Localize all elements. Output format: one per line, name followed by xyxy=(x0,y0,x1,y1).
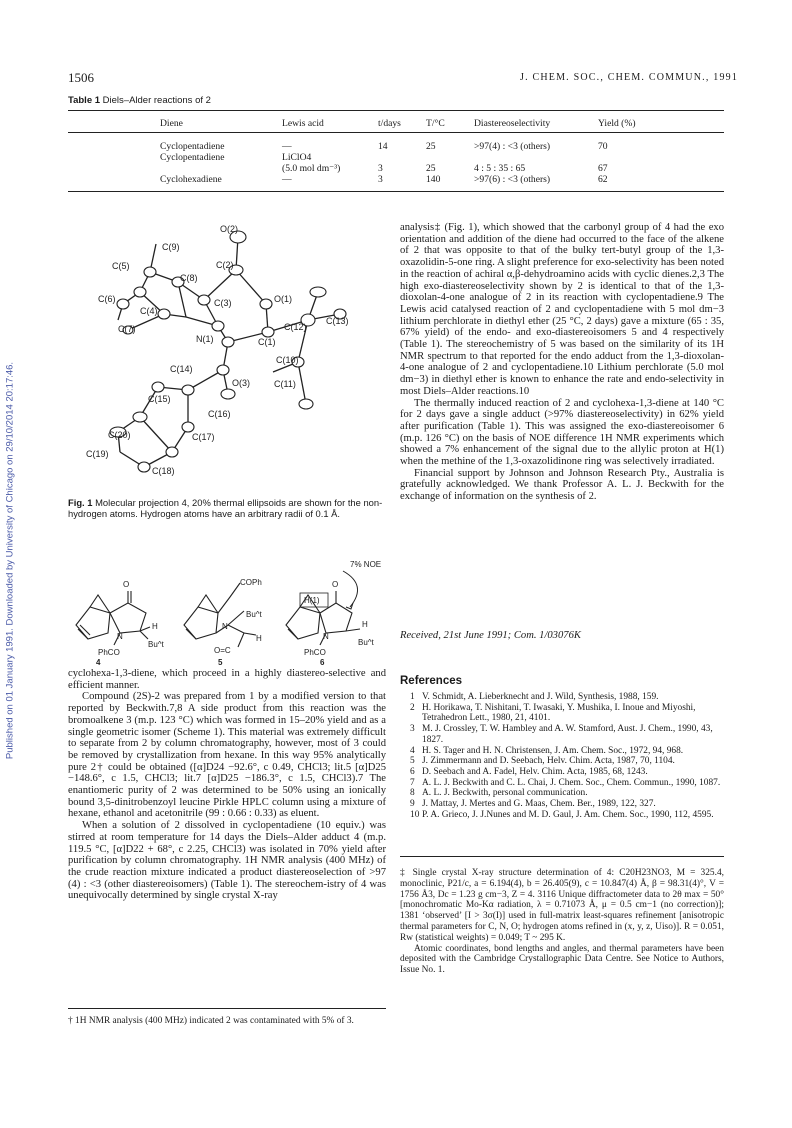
atom-label: C(20) xyxy=(108,430,131,440)
crystal-structure-figure xyxy=(68,222,386,494)
reference-number: 4 xyxy=(410,745,415,756)
atom-label: N(1) xyxy=(196,334,214,344)
page-number: 1506 xyxy=(68,70,94,85)
reference-number: 1 xyxy=(410,692,415,702)
scheme-atom: Bu^t xyxy=(148,640,164,649)
compound-number: 5 xyxy=(218,658,223,665)
col-header: Diastereoselectivity xyxy=(474,118,551,129)
reference-item xyxy=(400,703,724,724)
atom-label: C(16) xyxy=(208,409,231,419)
download-notice: Published on 01 January 1991. Downloaded by University of Chicago on 29/10/2014 20:17:46. xyxy=(4,361,16,760)
table-cell: LiClO4 xyxy=(282,152,312,163)
reference-text: J. Mattay, J. Mertes and G. Maas, Chem. Ber., 1989, 122, 327. xyxy=(422,799,656,810)
scheme-atom: O xyxy=(123,580,130,589)
download-sidebar xyxy=(0,0,22,1128)
reference-item xyxy=(400,756,724,767)
references-heading: References xyxy=(400,675,463,687)
noe-label: 7% NOE xyxy=(350,560,382,569)
right-column-body xyxy=(400,222,724,503)
table-title-prefix: Table 1 xyxy=(68,95,101,106)
table-cell: (5.0 mol dm⁻³) xyxy=(282,163,341,174)
table-cell: 62 xyxy=(598,174,608,185)
table-row xyxy=(160,174,658,185)
atom-label: C(17) xyxy=(192,432,215,442)
table-bottom-rule xyxy=(68,191,724,192)
reference-text: H. S. Tager and H. N. Christensen, J. Am. Chem. Soc., 1972, 94, 968. xyxy=(422,745,684,756)
atom-label: C(1) xyxy=(258,337,276,347)
table-cell: 14 xyxy=(378,141,388,152)
reference-number: 8 xyxy=(410,788,415,799)
table-row xyxy=(160,141,658,152)
table-cell xyxy=(426,152,474,163)
reference-number: 7 xyxy=(410,777,415,788)
col-header: Lewis acid xyxy=(282,118,324,129)
footnote-rule-left xyxy=(68,1008,386,1009)
scheme-atom: COPh xyxy=(240,578,262,587)
table-top-rule xyxy=(68,110,724,111)
scheme-atom: N xyxy=(323,632,329,641)
table-title-text: Diels–Alder reactions of 2 xyxy=(102,95,211,106)
reference-number: 2 xyxy=(410,702,415,713)
paragraph: The thermally induced reaction of 2 and cyclohexa-1,3-diene at 140 °C for 2 days gave a single adduct (>97% diastereoselectivity) in 62% yield after purification (Table 1). This was assigned the exo-diastereoisomer 6 (m.p. 126 °C) on the basis of NOE difference 1H NMR experiments which showed a 7% enhancement of the signal due to the allylic proton at H(1) when the methine of the 1,3-oxazolidinone ring was selectively irradiated. xyxy=(400,397,724,468)
paragraph: analysis‡ (Fig. 1), which showed that the carbonyl group of 4 had the exo orientation and addition of the diene had occurred to the face of the alkene of 2 that was opposite to that of the bulky tert-butyl group of the 1,3-oxazolidin-5-one ring. A slight preference for exo-selectivity has been noted in the reaction of achiral α,β-dehydroamino acids with cyclic dienes.2,3 The high exo-diastereoselectivity shown by 2 is identical to that of the 1,3-dioxolan-4-one analogue of 2 in its reaction with cyclopentadiene.9 The Lewis acid catalysed reaction of 2 and cyclopentadiene with 5 mol dm−3 lithium perchlorate in diethyl ether (25 °C, 2 days) gave a mixture (65 : 35, 67% yield) of the endo- and exo-diastereoisomers 5 and 4 respectively (Table 1). The stereochemistry of 5 was based on the similarity of its 1H NMR spectrum to that reported for the endo adduct from the 1,3-dioxolan-4-one analogue of 2 and cyclopentadiene.10 Lithium perchlorate (5.0 mol dm−3) in diethyl ether is known to enhance the rate and endo-selectivity in most Diels–Alder reactions.10 xyxy=(400,222,724,397)
table-cell: 67 xyxy=(598,163,608,174)
table-cell xyxy=(378,152,426,163)
scheme-atom: O=C xyxy=(214,646,231,655)
table-cell xyxy=(474,152,598,163)
table-cell: 140 xyxy=(426,174,441,185)
atom-label: C(13) xyxy=(326,316,349,326)
atom-label: O(1) xyxy=(274,294,292,304)
reference-number: 3 xyxy=(410,724,415,735)
scheme-atom: PhCO xyxy=(98,648,120,657)
diels-alder-table xyxy=(160,118,658,185)
scheme-atom: H xyxy=(256,634,262,643)
compound-number: 6 xyxy=(320,658,325,665)
atom-label: C(18) xyxy=(152,466,175,476)
left-column-body xyxy=(68,668,386,902)
scheme-atom: N xyxy=(222,622,228,631)
reference-item xyxy=(400,746,724,757)
table-cell: Cyclohexadiene xyxy=(160,174,222,185)
paragraph: Compound (2S)-2 was prepared from 1 by a modified version to that reported by Beckwith.7,8 A side product from this reaction was the bromoalkene 3 (m.p. 123 °C) which was formed in 15–20% yield and as a single geometric isomer (Scheme 1). This material was extremely difficult to separate from 2 by column chromatography, however, most of 3 could be removed by crystallization from hexane. In this way 95% analytically pure 2† could be obtained ([α]D24 −92.6°, c 0.49, CHCl3; lit.5 [α]D25 −148.6°, c 1.5, CHCl3; lit.7 [α]D25 −186.3°, c 1.5, CHCl3).7 The enantiomeric purity of 2 was determined to be 50% using an ionically bound 3,5-dinitrobenzoyl leucine Pirkle HPLC column using a mixture of hexane, ethanol and acetonitrile (99 : 0.66 : 0.33) as eluent. xyxy=(68,691,386,820)
table-cell xyxy=(160,163,282,174)
table-cell: 25 xyxy=(426,163,436,174)
reference-number: 5 xyxy=(410,756,415,767)
atom-label: C(3) xyxy=(214,298,232,308)
atom-label: C(19) xyxy=(86,449,109,459)
table-cell: 4 : 5 : 35 : 65 xyxy=(474,163,526,174)
reference-item xyxy=(400,767,724,778)
reference-text: V. Schmidt, A. Lieberknecht and J. Wild, Synthesis, 1988, 159. xyxy=(422,692,659,702)
atom-label: C(5) xyxy=(112,261,130,271)
caption-prefix: Fig. 1 xyxy=(68,497,93,508)
col-header: T/°C xyxy=(426,118,445,129)
table-row xyxy=(160,163,658,174)
atom-label: C(4) xyxy=(140,306,158,316)
reference-text: H. Horikawa, T. Nishitani, T. Iwasaki, Y. Mushika, I. Inoue and Miyoshi, Tetrahedron Lett., 1980, 21, 4101. xyxy=(422,702,696,724)
caption-text: Molecular projection 4, 20% thermal ellipsoids are shown for the non-hydrogen atoms. Hydrogen atoms have an arbitrary radii of 0.1 Å. xyxy=(68,497,383,519)
scheme-atom: O xyxy=(332,580,339,589)
table-cell: 3 xyxy=(378,174,383,185)
atom-label: C(7) xyxy=(118,324,136,334)
atom-label: C(12) xyxy=(284,322,307,332)
col-header: t/days xyxy=(378,118,401,129)
reference-item xyxy=(400,788,724,799)
table-cell: >97(6) : <3 (others) xyxy=(474,174,551,185)
atom-label: C(14) xyxy=(170,364,193,374)
atom-label: O(3) xyxy=(232,378,250,388)
nmr-footnote: † 1H NMR analysis (400 MHz) indicated 2 was contaminated with 5% of 3. xyxy=(68,1016,354,1026)
reference-item xyxy=(400,799,724,810)
atom-label: C(6) xyxy=(98,294,116,304)
reference-item xyxy=(400,724,724,745)
reference-text: A. L. J. Beckwith and C. L. Chai, J. Chem. Soc., Chem. Commun., 1990, 1087. xyxy=(422,777,721,788)
scheme-atom: H xyxy=(362,620,368,629)
atom-label: O(2) xyxy=(220,224,238,234)
table-cell: 25 xyxy=(426,141,436,152)
compound-number: 4 xyxy=(96,658,101,665)
reference-item xyxy=(400,692,724,703)
col-header: Diene xyxy=(160,118,183,129)
atom-label: C(8) xyxy=(180,273,198,283)
table-title xyxy=(68,95,211,106)
reference-item xyxy=(400,810,724,821)
scheme-atom: PhCO xyxy=(304,648,326,657)
crystal-footnote xyxy=(400,868,724,976)
reference-text: D. Seebach and A. Fadel, Helv. Chim. Acta, 1985, 68, 1243. xyxy=(422,766,648,777)
received-date: Received, 21st June 1991; Com. 1/03076K xyxy=(400,630,581,641)
atom-label: C(2) xyxy=(216,260,234,270)
reference-item xyxy=(400,778,724,789)
footnote-text: Atomic coordinates, bond lengths and angles, and thermal parameters have been deposited with the Cambridge Crystallographic Data Centre. See Notice to Authors, Issue No. 1. xyxy=(400,943,724,976)
table-cell: — xyxy=(282,141,292,152)
reference-number: 6 xyxy=(410,766,415,777)
scheme-atom: Bu^t xyxy=(246,610,262,619)
scheme-atom: N xyxy=(117,632,123,641)
atom-label: C(10) xyxy=(276,355,299,365)
table-cell: >97(4) : <3 (others) xyxy=(474,141,551,152)
table-cell: — xyxy=(282,174,292,185)
scheme-atom: Bu^t xyxy=(358,638,374,647)
scheme-atom: H(1) xyxy=(304,596,320,605)
reference-number: 10 xyxy=(410,809,420,820)
reference-number: 9 xyxy=(410,799,415,810)
scheme-structures xyxy=(68,555,386,665)
table-cell: Cyclopentadiene xyxy=(160,152,225,163)
table-header-row xyxy=(160,118,658,129)
paragraph: When a solution of 2 dissolved in cyclopentadiene (10 equiv.) was stirred at room temperature for 14 days the Diels–Alder adduct 4 (m.p. 119.5 °C, [α]D22 + 68°, c 2.25, CHCl3) was isolated in 70% yield after purification by column chromatography. 1H NMR analysis (400 MHz) of the crude reaction mixture indicated a product diastereoselection of >97 (4) : <3 (other diastereoisomers) (Table 1). The stereochem-istry of 4 was unequivocally determined by single crystal X-ray xyxy=(68,820,386,902)
table-cell: 70 xyxy=(598,141,608,152)
reference-text: M. J. Crossley, T. W. Hambley and A. W. Stamford, Aust. J. Chem., 1990, 43, 1827. xyxy=(422,724,713,745)
footnote-text: ‡ Single crystal X-ray structure determination of 4: C20H23NO3, M = 325.4, monoclinic, P21/c, a = 6.194(4), b = 26.405(9), c = 10.847(4) Å, β = 98.31(4)°, V = 1756 Å3, Dc = 1.23 g cm−3, Z = 4. 3116 Unique diffractometer data to 2θ max = 50° [monochromatic Mo-Kα radiation, λ = 0.71073 Å, μ = 0.5 cm−1 (no correction)]; 1381 ‘observed’ [I > 3σ(I)] used in full-matrix least-squares refinement [anisotropic thermal parameters for C, N, O; hydrogen atoms refined in (x, y, z, Uiso)]. R = 0.051, Rw (statistical weights) = 0.049; T ~ 295 K. xyxy=(400,868,724,943)
table-cell: Cyclopentadiene xyxy=(160,141,225,152)
paragraph: Financial support by Johnson and Johnson Research Pty., Australia is gratefully acknowledged. We thank Professor A. L. J. Beckwith for the exchange of information on the synthesis of 2. xyxy=(400,467,724,503)
paragraph: cyclohexa-1,3-diene, which proceed in a highly diastereo-selective and efficient manner. xyxy=(68,668,386,691)
table-cell: 3 xyxy=(378,163,383,174)
table-row xyxy=(160,152,658,163)
figure-caption xyxy=(68,497,386,519)
journal-header: J. CHEM. SOC., CHEM. COMMUN., 1991 xyxy=(520,72,739,83)
table-cell xyxy=(598,152,658,163)
reference-text: J. Zimmermann and D. Seebach, Helv. Chim. Acta, 1987, 70, 1104. xyxy=(422,756,675,767)
reference-text: P. A. Grieco, J. J.Nunes and M. D. Gaul, J. Am. Chem. Soc., 1990, 112, 4595. xyxy=(422,809,714,820)
references-list xyxy=(400,692,724,820)
atom-label: C(9) xyxy=(162,242,180,252)
footnote-rule-right xyxy=(400,856,724,857)
col-header: Yield (%) xyxy=(598,118,636,129)
scheme-atom: H xyxy=(152,622,158,631)
atom-label: C(11) xyxy=(274,379,296,389)
reference-text: A. L. J. Beckwith, personal communication. xyxy=(422,788,588,799)
atom-label: C(15) xyxy=(148,394,171,404)
